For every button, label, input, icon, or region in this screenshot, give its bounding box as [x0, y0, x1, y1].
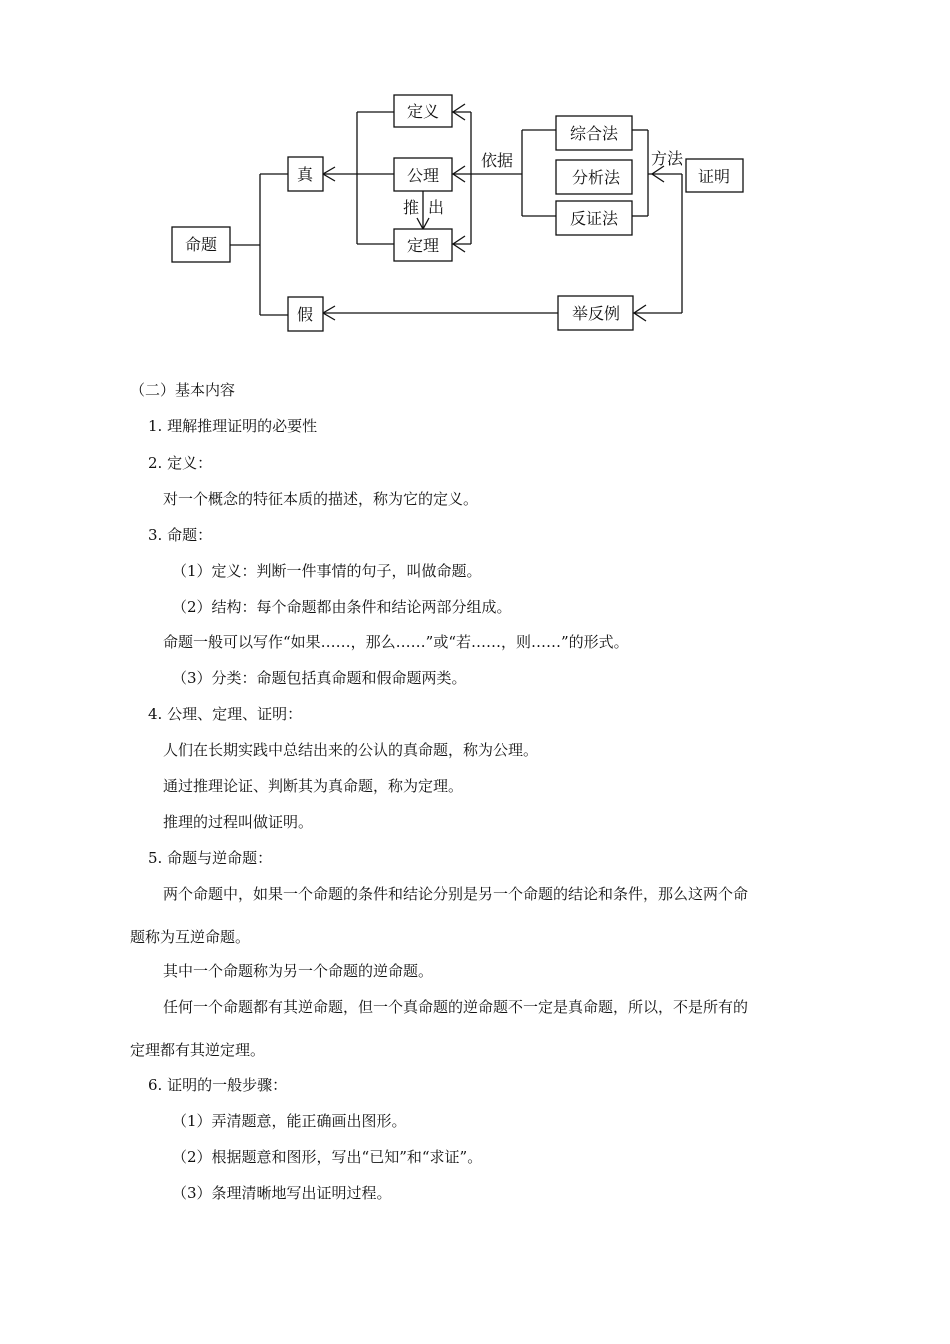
sub-item: （1）定义：判断一件事情的句子，叫做命题。 — [172, 562, 482, 580]
section-title: （二）基本内容 — [130, 381, 236, 399]
node-definition — [394, 95, 452, 127]
paragraph: 通过推理论证、判断其为真命题，称为定理。 — [163, 777, 464, 795]
paragraph: 命题一般可以写作“如果……，那么……”或“若……，则……”的形式。 — [163, 633, 629, 651]
node-proof — [686, 159, 743, 192]
paragraph: 其中一个命题称为另一个命题的逆命题。 — [163, 962, 434, 980]
edge-label-basis: 依据 — [481, 151, 514, 170]
node-label: 举反例 — [571, 304, 621, 323]
node-analytic-method — [556, 160, 632, 194]
item-heading: 5. 命题与逆命题： — [148, 849, 273, 867]
concept-diagram — [0, 0, 950, 345]
node-axiom — [394, 158, 452, 191]
node-label: 证明 — [697, 167, 731, 186]
edge-label-derive: 推 — [403, 198, 420, 217]
node-label: 定理 — [406, 236, 440, 255]
node-synthetic-method — [556, 116, 632, 150]
edge-label-method: 方法 — [651, 149, 684, 168]
paragraph: 任何一个命题都有其逆命题，但一个真命题的逆命题不一定是真命题，所以，不是所有的 — [163, 998, 749, 1016]
sub-item: （2）根据题意和图形，写出“已知”和“求证”。 — [172, 1148, 483, 1166]
node-true — [288, 157, 323, 191]
paragraph: 对一个概念的特征本质的描述，称为它的定义。 — [163, 490, 479, 508]
node-label: 命题 — [184, 235, 218, 254]
paragraph: 两个命题中，如果一个命题的条件和结论分别是另一个命题的结论和条件，那么这两个命 — [163, 885, 749, 903]
item-heading: 4. 公理、定理、证明： — [148, 705, 303, 723]
sub-item: （2）结构：每个命题都由条件和结论两部分组成。 — [172, 598, 512, 616]
node-label: 分析法 — [571, 168, 621, 187]
sub-item: （3）条理清晰地写出证明过程。 — [172, 1184, 392, 1202]
node-false — [288, 297, 323, 331]
node-label: 反证法 — [569, 209, 619, 228]
node-label: 定义 — [406, 102, 440, 121]
node-counterexample — [558, 296, 633, 330]
node-label: 综合法 — [569, 124, 619, 143]
paragraph: 推理的过程叫做证明。 — [163, 813, 314, 831]
node-label: 公理 — [406, 166, 440, 185]
item-heading: 2. 定义： — [148, 454, 213, 472]
node-label: 真 — [296, 165, 314, 184]
node-proposition — [172, 227, 230, 262]
sub-item: （3）分类：命题包括真命题和假命题两类。 — [172, 669, 467, 687]
node-contradiction-method — [556, 201, 632, 235]
paragraph: 人们在长期实践中总结出来的公认的真命题，称为公理。 — [163, 741, 539, 759]
paragraph-continuation: 定理都有其逆定理。 — [130, 1041, 266, 1059]
sub-item: （1）弄清题意，能正确画出图形。 — [172, 1112, 407, 1130]
edge-label-derive: 出 — [428, 198, 445, 217]
item-heading: 3. 命题： — [148, 526, 213, 544]
node-theorem — [394, 229, 452, 261]
node-label: 假 — [296, 305, 314, 324]
paragraph-continuation: 题称为互逆命题。 — [130, 928, 251, 946]
item-heading: 6. 证明的一般步骤： — [148, 1076, 288, 1094]
item-heading: 1. 理解推理证明的必要性 — [148, 417, 318, 435]
